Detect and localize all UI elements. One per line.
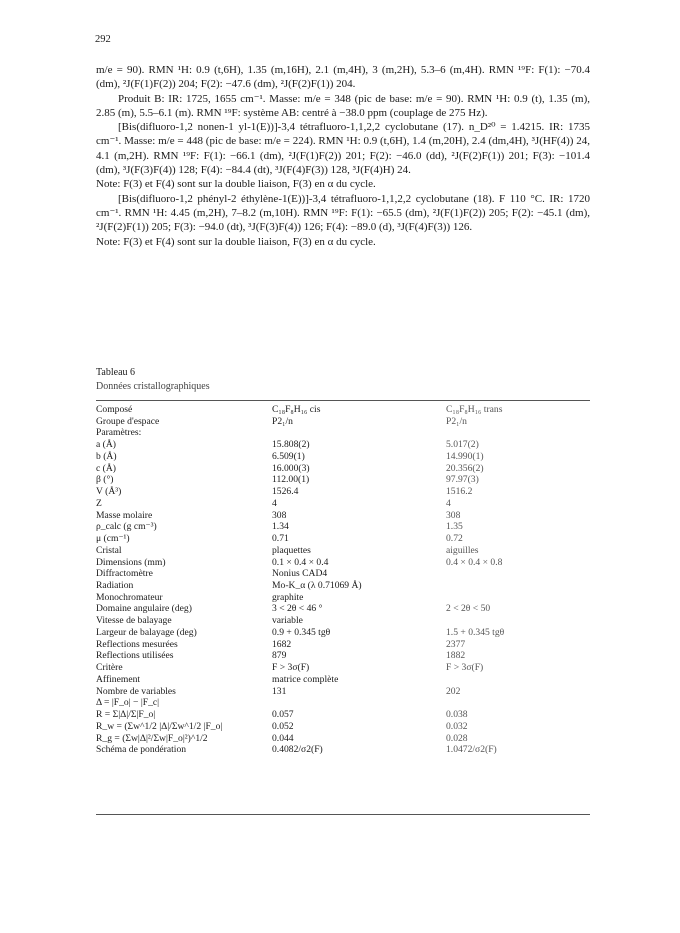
table-cell: 4 [272, 497, 277, 509]
table-cell: F > 3σ(F) [446, 662, 484, 674]
table-cell: 1.34 [272, 521, 289, 533]
table-cell: 0.028 [446, 732, 468, 744]
table-cell: C₁₈F₈H₁₆ cis [272, 404, 321, 415]
table-cell: variable [272, 615, 303, 627]
table-cell [446, 427, 590, 439]
table-row [96, 721, 590, 733]
table-row [96, 603, 590, 615]
table-cell: 14.990(1) [446, 450, 484, 462]
table-row [96, 592, 590, 604]
table-cell: matrice complète [272, 673, 339, 685]
table-row [96, 557, 590, 569]
table-cell: 0.032 [446, 720, 468, 732]
table-row [96, 439, 590, 451]
table-cell: 308 [446, 509, 461, 521]
table-cell: 0.71 [272, 533, 289, 545]
table-cell: 16.000(3) [272, 462, 310, 474]
table-cell: 1516.2 [446, 486, 473, 498]
table-cell: a (Å) [96, 439, 116, 451]
table-cell: 1.5 + 0.345 tgθ [446, 626, 505, 638]
table-cell: Affinement [96, 673, 141, 685]
table-cell: μ (cm⁻¹) [96, 533, 130, 545]
table-row [96, 639, 590, 651]
table-cell: Critère [96, 662, 123, 674]
table-cell: 131 [272, 685, 287, 697]
paragraph: [Bis(difluoro-1,2 phényl-2 éthylène-1(E))]-3,4 tétrafluoro-1,1,2,2 cyclobutane (18). F 110 °C. IR: 1720 cm⁻¹. RMN ¹H: 4.45 (m,2H), 7–8.2 (m,10H). RMN ¹⁹F: F(1): −65.5 (dm), ²J(F(1)F(2)) 205; F(2): −45.1 (dm), ²J(F(2)F(1)) 205; F(3): −94.0 (dt), ³J(F(3)F(4)) 126; F(4): −89.0 (d), ³J(F(4)F(3)) 126. [96, 192, 590, 234]
table-cell: 308 [272, 509, 287, 521]
table-cell: V (Å³) [96, 486, 122, 498]
table-cell: 0.4082/σ2(F) [272, 744, 323, 756]
table-cell: Schéma de pondération [96, 744, 187, 756]
table-row [96, 451, 590, 463]
table-cell: 879 [272, 650, 287, 662]
table-cell: aiguilles [446, 544, 479, 556]
table-cell: P2₁/n [446, 415, 467, 427]
table-cell: Cristal [96, 544, 122, 556]
table-row [96, 697, 590, 709]
table-cell: R_g = (Σw|Δ|²/Σw|F_o|²)^1/2 [96, 732, 208, 744]
table-cell: 2 < 2θ < 50 [446, 603, 491, 615]
crystallographic-data-table [96, 404, 590, 756]
note: Note: F(3) et F(4) sont sur la double liaison, F(3) en α du cycle. [96, 178, 376, 191]
table-cell [446, 568, 590, 580]
table-cell: 0.038 [446, 709, 468, 721]
paragraph: m/e = 90). RMN ¹H: 0.9 (t,6H), 1.35 (m,16H), 2.1 (m,4H), 3 (m,2H), 5.3–6 (m,4H). RMN ¹⁹F: F(1): −70.4 (dm), ²J(F(1)F(2)) 204; F(2): −47.6 (dm), ²J(F(2)F(1)) 204. [96, 64, 590, 91]
table-cell: 0.72 [446, 533, 463, 545]
table-cell: 5.017(2) [446, 439, 479, 451]
table-cell: Z [96, 497, 102, 509]
table-cell: Radiation [96, 580, 134, 592]
table-cell: 202 [446, 685, 461, 697]
table-row [96, 427, 590, 439]
table-row [96, 498, 590, 510]
table-cell [446, 580, 590, 592]
table-row [96, 627, 590, 639]
table-cell: 3 < 2θ < 46 ° [272, 603, 323, 615]
table-cell: Domaine angulaire (deg) [96, 603, 192, 615]
table-cell: 1.35 [446, 521, 463, 533]
page-number: 292 [95, 34, 111, 45]
table-row [96, 486, 590, 498]
table-cell: 1682 [272, 638, 292, 650]
table-row [96, 416, 590, 428]
table-row [96, 474, 590, 486]
paragraph: [Bis(difluoro-1,2 nonen-1 yl-1(E))]-3,4 tétrafluoro-1,1,2,2 cyclobutane (17). n_D²⁰ = 1.4215. IR: 1735 cm⁻¹. Masse: m/e = 448 (pic de base: m/e = 224). RMN ¹H: 0.9 (t,6H), 1.4 (m,20H), 2.4 (dm,4H), ³J(HF(4)) 24, 4.1 (m,2H). RMN ¹⁹F: F(1): −66.1 (dm), ²J(F(1)F(2)) 201; F(2): −46.0 (dd), ²J(F(2)F(1)) 201; F(3): −101.4 (dm), ³J(F(3)F(4)) 128; F(4): −84.4 (dt), ³J(F(4)F(3)) 128, ³J(F(4)H) 24. [96, 121, 590, 177]
note: Note: F(3) et F(4) sont sur la double liaison, F(3) en α du cycle. [96, 235, 376, 248]
table-cell: P2₁/n [272, 415, 293, 427]
table-cell: 0.057 [272, 709, 294, 721]
table-cell [446, 697, 590, 709]
table-cell: 112.00(1) [272, 474, 310, 486]
table-cell: Monochromateur [96, 591, 163, 603]
table-cell: 1882 [446, 650, 466, 662]
table-cell: Vitesse de balayage [96, 615, 172, 627]
table-cell: Reflections utilisées [96, 650, 174, 662]
table-cell: Groupe d'espace [96, 415, 160, 427]
table-row [96, 463, 590, 475]
table-bottom-rule [96, 814, 590, 815]
table-cell [272, 697, 446, 709]
table-cell: Δ = |F_o| − |F_c| [96, 697, 160, 709]
body-text [96, 63, 590, 249]
table-cell: Nonius CAD4 [272, 568, 328, 580]
table-cell: 0.9 + 0.345 tgθ [272, 626, 331, 638]
table-cell: R = Σ|Δ|/Σ|F_o| [96, 709, 156, 721]
table-cell: c (Å) [96, 462, 116, 474]
table-row [96, 545, 590, 557]
table-cell: Nombre de variables [96, 685, 176, 697]
table-cell [446, 615, 590, 627]
table-row [96, 674, 590, 686]
table-cell: 0.4 × 0.4 × 0.8 [446, 556, 503, 568]
table-cell: Diffractomètre [96, 568, 153, 580]
table-cell: β (°) [96, 474, 114, 486]
table-cell: Composé [96, 404, 133, 415]
table-cell: 20.356(2) [446, 462, 484, 474]
table-row [96, 662, 590, 674]
table-cell [272, 427, 446, 439]
table-cell: 1.0472/σ2(F) [446, 744, 497, 756]
table-cell: 4 [446, 497, 451, 509]
table-row [96, 686, 590, 698]
table-cell: 0.044 [272, 732, 294, 744]
paragraph: Produit B: IR: 1725, 1655 cm⁻¹. Masse: m/e = 348 (pic de base: m/e = 90). RMN ¹H: 0.9 (t), 1.35 (m), 2.85 (m), 5.5–6.1 (m). RMN ¹⁹F: système AB: centré à −38.0 ppm (couplage de 275 Hz). [96, 92, 590, 119]
table-row [96, 615, 590, 627]
table-cell: 6.509(1) [272, 450, 305, 462]
table-cell: 0.1 × 0.4 × 0.4 [272, 556, 329, 568]
table-caption [96, 366, 210, 394]
table-row [96, 733, 590, 745]
table-row [96, 709, 590, 721]
table-cell: 2377 [446, 638, 466, 650]
table-subtitle: Données cristallographiques [96, 381, 210, 392]
table-row [96, 568, 590, 580]
table-body [96, 404, 590, 756]
table-cell: 1526.4 [272, 486, 299, 498]
table-row [96, 650, 590, 662]
table-row [96, 510, 590, 522]
table-cell: plaquettes [272, 544, 311, 556]
table-cell: graphite [272, 591, 304, 603]
table-top-rule [96, 400, 590, 401]
table-cell: F > 3σ(F) [272, 662, 310, 674]
table-row [96, 744, 590, 756]
table-cell: Paramètres: [96, 427, 142, 439]
table-cell: ρ_calc (g cm⁻³) [96, 521, 157, 533]
table-cell: C₁₈F₈H₁₆ trans [446, 404, 503, 415]
table-header-row [96, 404, 590, 416]
table-cell: Largeur de balayage (deg) [96, 626, 197, 638]
table-cell: R_w = (Σw^1/2 |Δ|/Σw^1/2 |F_o| [96, 720, 223, 732]
table-cell: Reflections mesurées [96, 638, 178, 650]
table-title: Tableau 6 [96, 367, 136, 378]
table-cell [446, 592, 590, 604]
table-row [96, 521, 590, 533]
table-cell: 0.052 [272, 720, 294, 732]
table-row [96, 580, 590, 592]
table-cell: b (Å) [96, 450, 117, 462]
table-cell [446, 674, 590, 686]
table-cell: Masse molaire [96, 509, 153, 521]
table-cell: 15.808(2) [272, 439, 310, 451]
table-cell: Mo-K_α (λ 0.71069 Å) [272, 580, 362, 592]
table-row [96, 533, 590, 545]
table-cell: Dimensions (mm) [96, 556, 166, 568]
table-cell: 97.97(3) [446, 474, 479, 486]
